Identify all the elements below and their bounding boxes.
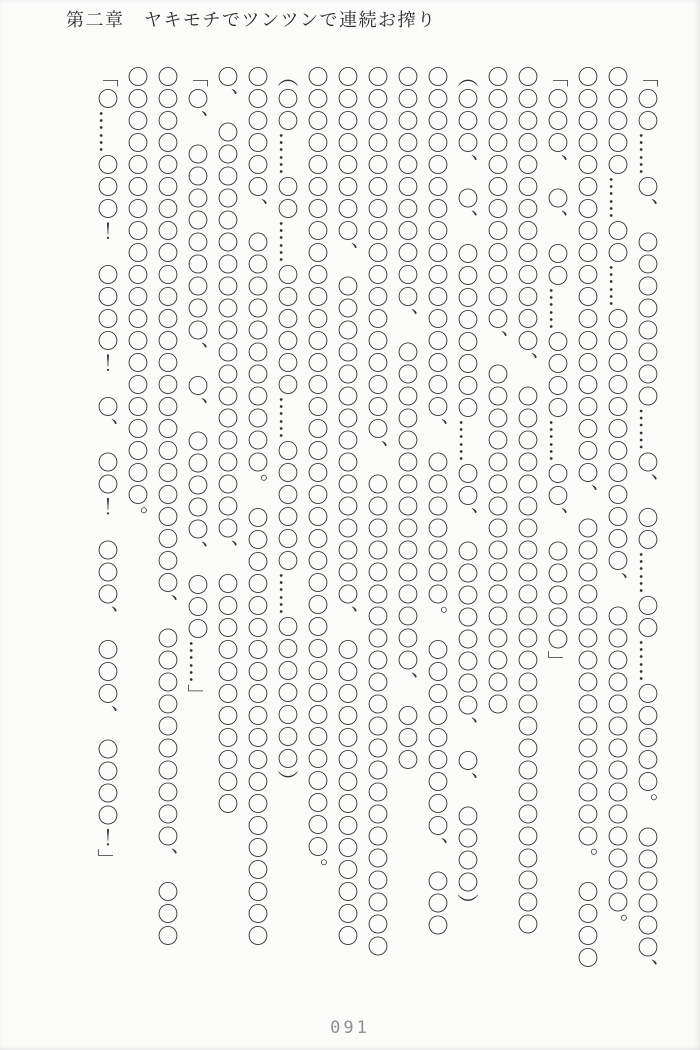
text-column: （〇〇〇、 〇、 〇〇〇〇〇〇〇〇……〇〇、 〇〇〇〇〇〇〇〇、 〇、 〇〇〇〇） [455,66,479,916]
text-column: 〇〇〇〇〇〇〇〇〇〇〇〇〇〇〇〇〇〇〇、 〇〇〇〇〇〇〇〇〇〇〇〇〇〇〇。 〇〇〇〇 [575,66,599,969]
text-column: 〇〇〇〇〇〇〇〇〇〇〇〇〇〇〇〇、 〇〇〇〇〇〇〇。 〇〇〇〇〇〇〇〇〇、 〇〇〇 [425,66,449,937]
text-column: 「〇……〇〇〇！ 〇〇〇〇！ 〇、 〇〇！ 〇〇〇、 〇〇〇、 〇〇〇〇！」 [95,66,119,871]
text-column: 〇〇〇〇〇〇〇〇〇〇〇〇〇、 〇〇〇〇〇〇〇〇〇〇〇〇〇〇〇〇〇〇〇〇〇〇〇〇〇 [515,66,539,936]
text-column: 〇〇〇〇〇〇〇〇〇〇〇〇〇〇〇〇〇、 〇〇〇〇〇〇〇〇〇〇〇〇〇〇〇〇〇〇〇〇〇〇 [365,66,389,958]
text-column: 〇〇〇〇〇〇〇〇〇〇〇〇〇〇〇〇〇〇〇〇〇〇〇〇〇〇〇〇〇〇〇〇〇〇〇〇。 [305,66,329,880]
chapter-header: 第二章 ヤキモチでツンツンで連続お搾り [66,10,437,31]
text-column: （〇〇……〇〇……〇〇〇〇〇〇……〇〇〇〇〇〇……〇〇〇〇〇〇〇） [275,66,299,792]
page-number: 091 [330,1018,370,1038]
text-column: 〇〇〇〇〇〇〇〇〇〇〇〇〇〇〇〇〇〇〇〇。 [125,66,149,528]
text-column: 〇〇〇〇〇〇〇〇、 〇〇〇〇〇〇〇〇〇〇〇〇〇〇〇、 〇〇〇〇〇〇〇〇〇〇〇〇〇〇 [335,66,359,947]
text-column: 〇〇〇〇〇〇、 〇〇〇〇〇〇〇〇〇〇〇。 〇〇〇〇〇〇〇〇〇〇〇〇〇〇〇〇〇〇〇〇 [245,66,269,947]
text-body [92,66,662,992]
text-column: 〇〇〇〇〇〇〇〇〇〇〇、 〇〇〇〇〇〇〇〇〇〇〇〇〇〇〇、 〇〇〇 [395,66,419,771]
text-column: 〇〇〇〇〇……〇〇……〇〇〇〇〇〇〇〇〇〇〇〇、 〇〇〇〇〇〇〇〇〇〇〇〇〇〇。 [605,66,629,936]
text-column: 〇〇〇〇〇〇〇〇〇〇〇〇〇〇〇〇〇〇〇〇〇〇〇〇、 〇〇〇〇〇〇〇〇〇〇、 〇〇〇 [155,66,179,947]
text-column: 「〇、 〇〇〇〇〇〇〇〇〇、 〇、 〇〇〇〇〇、 〇〇〇……」 [185,66,209,706]
text-column: 「〇〇……〇、 〇〇〇〇〇〇〇〇……〇、 〇〇……〇〇……〇〇〇〇〇。 〇〇〇〇〇〇、 [635,66,659,981]
text-column: 〇、 〇〇〇〇〇〇〇〇〇〇〇〇〇〇〇〇〇〇〇、 〇〇〇〇〇〇〇〇〇〇〇 [215,66,239,815]
text-column: 〇〇〇〇〇〇〇〇〇〇〇〇、 〇〇〇〇〇〇〇〇〇〇〇〇〇〇〇〇 [485,66,509,716]
text-column: 「〇〇〇、 〇、 〇〇……〇〇〇〇……〇〇、 〇〇〇〇〇」 [545,66,569,673]
